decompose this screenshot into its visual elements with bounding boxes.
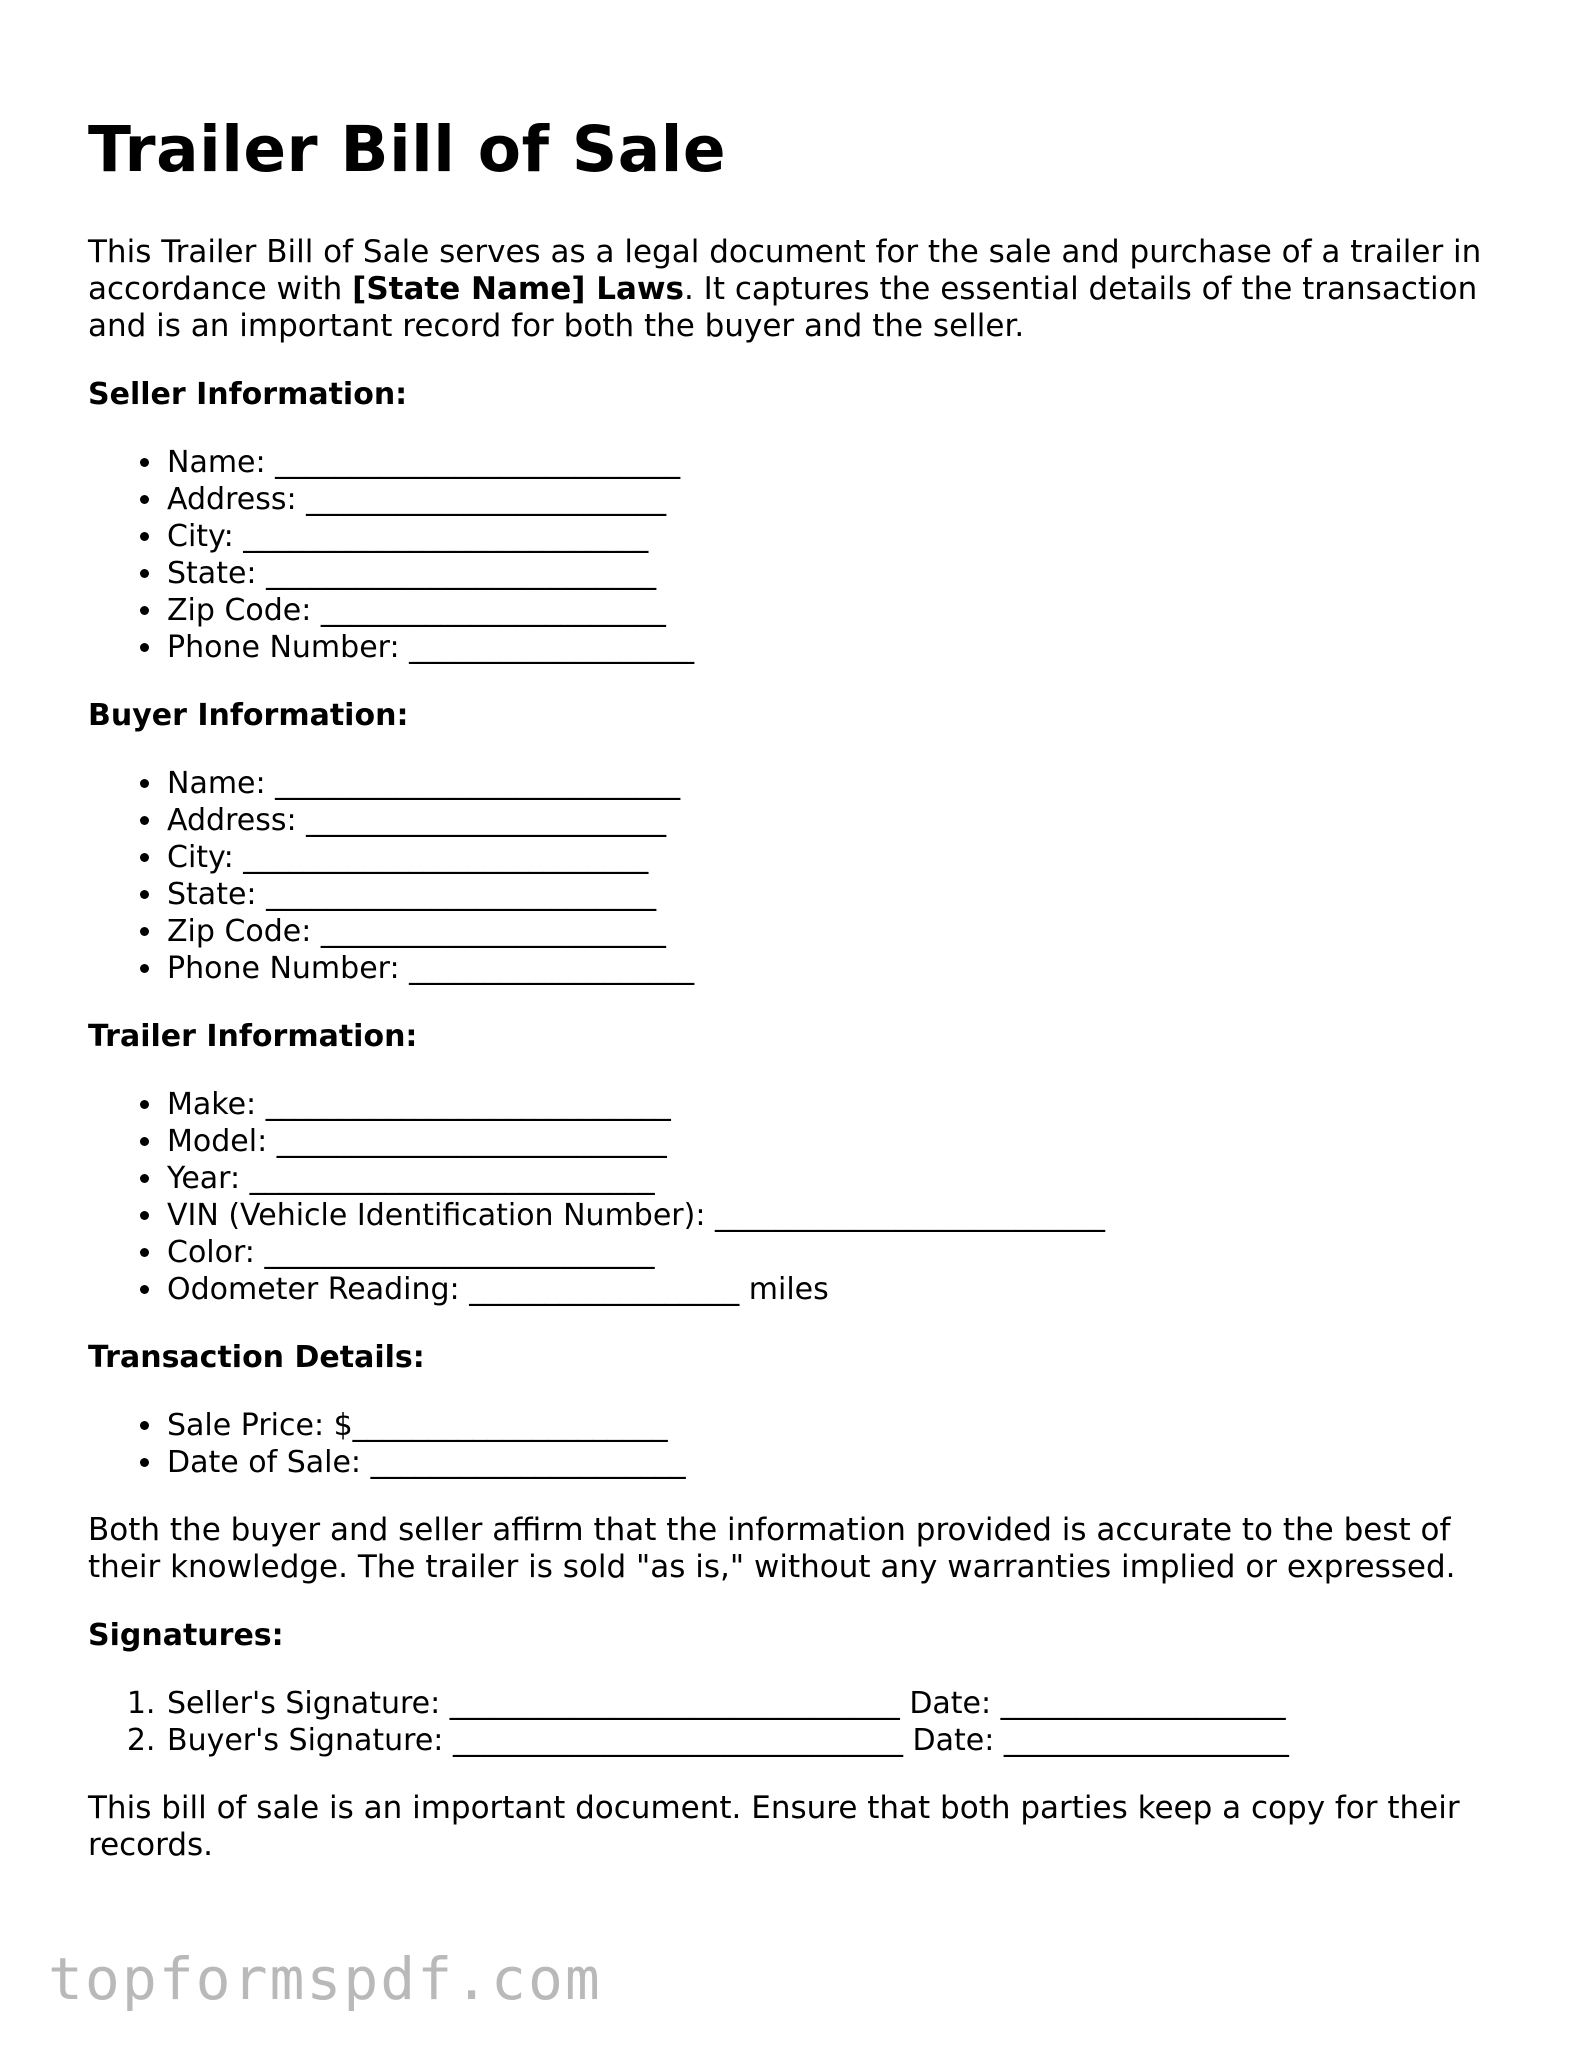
buyer-signature-line[interactable]: 2. Buyer's Signature: ______________________________ Date: ___________________: [165, 1722, 1508, 1759]
trailer-model-field[interactable]: • Model: __________________________: [165, 1123, 1508, 1160]
trailer-vin-field[interactable]: • VIN (Vehicle Identification Number): __________________________: [165, 1197, 1508, 1234]
date-of-sale-field[interactable]: • Date of Sale: _____________________: [165, 1444, 1508, 1481]
trailer-year-field[interactable]: • Year: ___________________________: [165, 1160, 1508, 1197]
seller-zip-field[interactable]: • Zip Code: _______________________: [165, 592, 1508, 629]
seller-state-field[interactable]: • State: __________________________: [165, 555, 1508, 592]
closing-paragraph: This bill of sale is an important document. Ensure that both parties keep a copy for their records.: [88, 1790, 1460, 1863]
buyer-phone-field[interactable]: • Phone Number: ___________________: [165, 950, 1508, 987]
trailer-fields: [88, 1086, 1508, 1308]
transaction-heading: Transaction Details:: [88, 1340, 425, 1375]
seller-name-field[interactable]: • Name: ___________________________: [165, 444, 1508, 481]
buyer-fields: [88, 765, 1508, 987]
document-page: [88, 112, 1508, 1864]
intro-text-end: . It captures the essential details of the transaction and is an important record for both the buyer and the seller.: [88, 271, 1478, 344]
watermark-text: topformspdf.com: [48, 1945, 602, 2013]
buyer-zip-field[interactable]: • Zip Code: _______________________: [165, 913, 1508, 950]
trailer-make-field[interactable]: • Make: ___________________________: [165, 1086, 1508, 1123]
document-title: Trailer Bill of Sale: [88, 113, 727, 186]
state-name-placeholder: [State Name] Laws: [352, 271, 684, 307]
transaction-fields: [88, 1407, 1508, 1481]
intro-text-start: This Trailer Bill of Sale serves as a legal document for the sale and purchase of a trailer in accordance with: [88, 234, 1482, 307]
trailer-heading: Trailer Information:: [88, 1019, 418, 1054]
trailer-color-field[interactable]: • Color: __________________________: [165, 1234, 1508, 1271]
intro-paragraph: [88, 234, 1498, 345]
signatures-heading: Signatures:: [88, 1618, 284, 1653]
seller-phone-field[interactable]: • Phone Number: ___________________: [165, 629, 1508, 666]
signature-lines: [88, 1685, 1508, 1759]
affirmation-paragraph: Both the buyer and seller affirm that the information provided is accurate to the best of their knowledge. The trailer is sold "as is," without any warranties implied or expressed.: [88, 1512, 1456, 1585]
buyer-name-field[interactable]: • Name: ___________________________: [165, 765, 1508, 802]
buyer-address-field[interactable]: • Address: ________________________: [165, 802, 1508, 839]
buyer-heading: Buyer Information:: [88, 698, 409, 733]
seller-city-field[interactable]: • City: ___________________________: [165, 518, 1508, 555]
trailer-odometer-field[interactable]: • Odometer Reading: __________________ miles: [165, 1271, 1508, 1308]
buyer-state-field[interactable]: • State: __________________________: [165, 876, 1508, 913]
seller-address-field[interactable]: • Address: ________________________: [165, 481, 1508, 518]
sale-price-field[interactable]: • Sale Price: $_____________________: [165, 1407, 1508, 1444]
seller-fields: [88, 444, 1508, 666]
buyer-city-field[interactable]: • City: ___________________________: [165, 839, 1508, 876]
seller-heading: Seller Information:: [88, 377, 408, 412]
seller-signature-line[interactable]: 1. Seller's Signature: ______________________________ Date: ___________________: [165, 1685, 1508, 1722]
